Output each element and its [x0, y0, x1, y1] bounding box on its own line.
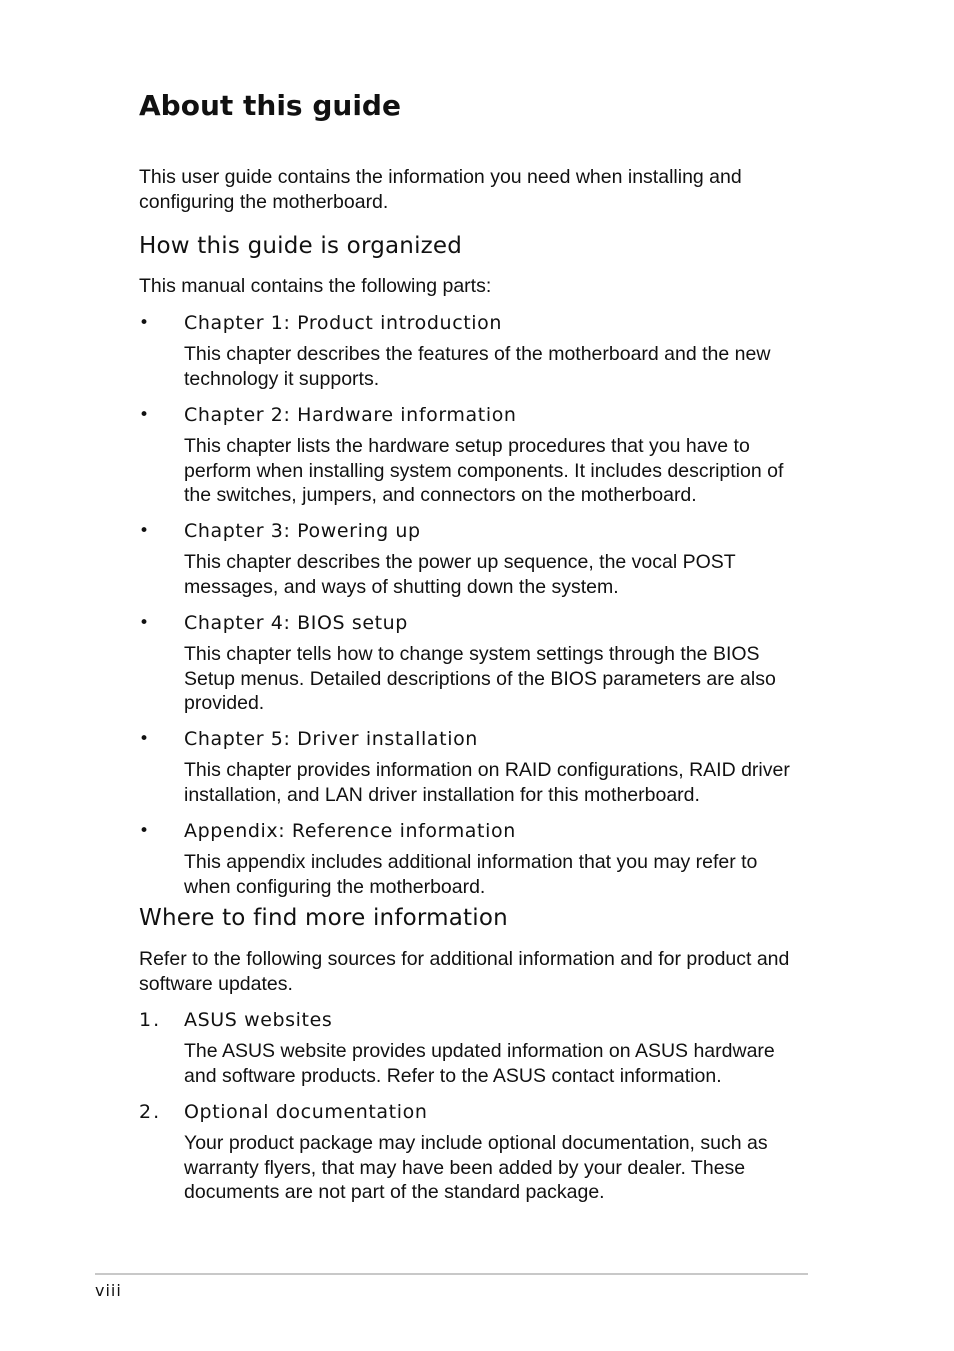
- chapter-title: Chapter 1: Product introduction: [184, 312, 503, 334]
- bullet-icon: •: [139, 821, 150, 841]
- section-heading-organization: How this guide is organized: [139, 233, 463, 259]
- chapter-description: This chapter describes the features of the motherboard and the new technology it supports.: [184, 343, 771, 390]
- chapter-description: This chapter tells how to change system settings through the BIOS Setup menus. Detailed descriptions of the BIOS parameters are also provided.: [184, 643, 776, 714]
- chapter-title: Chapter 3: Powering up: [184, 520, 421, 542]
- bullet-icon: •: [139, 313, 150, 333]
- footer-divider: [95, 1273, 808, 1275]
- chapter-title: Chapter 2: Hardware information: [184, 404, 517, 426]
- chapter-title: Chapter 5: Driver installation: [184, 728, 478, 750]
- source-description: Your product package may include optional documentation, such as warranty flyers, that may have been added by your dealer. These documents are not part of the standard package.: [184, 1132, 768, 1203]
- chapter-title: Chapter 4: BIOS setup: [184, 612, 408, 634]
- source-title: Optional documentation: [184, 1101, 428, 1123]
- item-number: 2.: [139, 1101, 162, 1123]
- chapter-description: This chapter describes the power up sequence, the vocal POST messages, and ways of shutting down the system.: [184, 551, 736, 598]
- chapter-description: This appendix includes additional information that you may refer to when configuring the motherboard.: [184, 851, 758, 898]
- source-description: The ASUS website provides updated information on ASUS hardware and software products. Refer to the ASUS contact information.: [184, 1040, 775, 1087]
- intro-paragraph: This user guide contains the information you need when installing and configuring the motherboard.: [139, 166, 742, 213]
- organization-lead: This manual contains the following parts:: [139, 275, 492, 297]
- chapter-description: This chapter lists the hardware setup procedures that you have to perform when installing system components. It includes description of the switches, jumpers, and connectors on the motherboard.: [184, 435, 784, 506]
- more-info-lead: Refer to the following sources for additional information and for product and software updates.: [139, 948, 790, 995]
- item-number: 1.: [139, 1009, 162, 1031]
- bullet-icon: •: [139, 729, 150, 749]
- page-title: About this guide: [139, 89, 401, 122]
- bullet-icon: •: [139, 613, 150, 633]
- page-number: viii: [95, 1281, 122, 1300]
- bullet-icon: •: [139, 521, 150, 541]
- chapter-description: This chapter provides information on RAID configurations, RAID driver installation, and LAN driver installation for this motherboard.: [184, 759, 790, 806]
- section-heading-more-info: Where to find more information: [139, 905, 508, 931]
- source-title: ASUS websites: [184, 1009, 333, 1031]
- chapter-title: Appendix: Reference information: [184, 820, 516, 842]
- bullet-icon: •: [139, 405, 150, 425]
